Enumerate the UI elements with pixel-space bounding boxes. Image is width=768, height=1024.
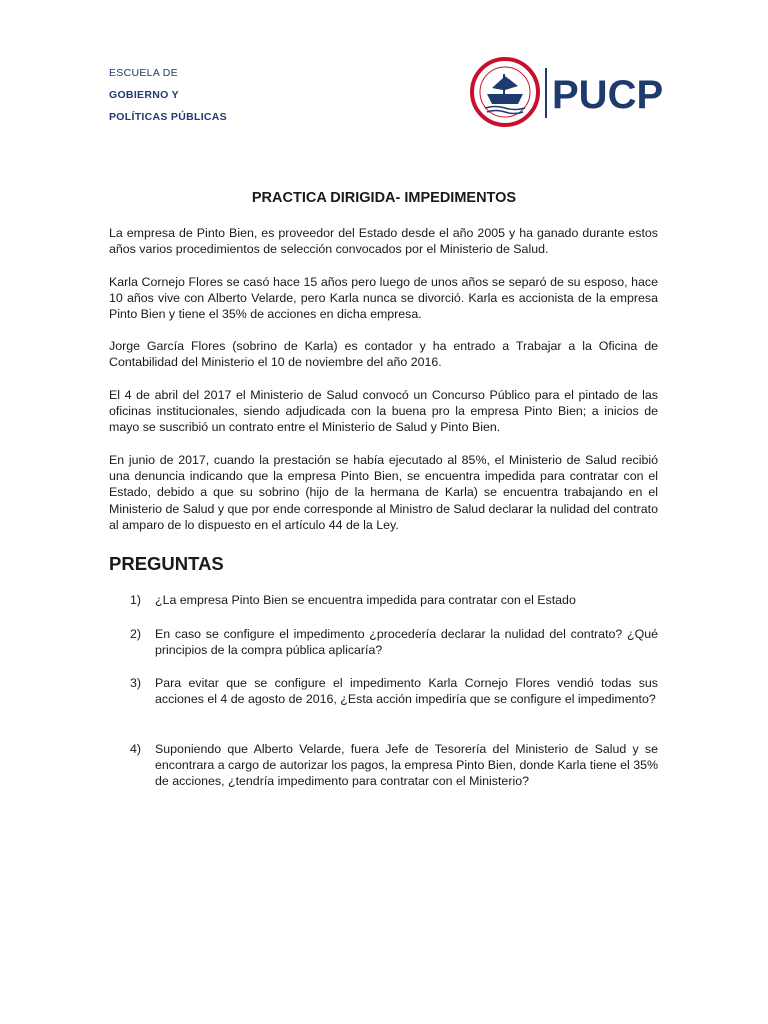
logo-divider: [545, 68, 547, 118]
question-item: [130, 675, 658, 707]
pucp-seal-icon: [472, 59, 538, 125]
question-item: [130, 626, 658, 658]
school-line-1: ESCUELA DE: [109, 67, 178, 79]
paragraph-5: En junio de 2017, cuando la prestación se había ejecutado al 85%, el Ministerio de Salud recibió una denuncia indicando que la empresa Pinto Bien, se encuentra impedida para contratar con el Estado, debido a que su sobrino (hijo de la hermana de Karla) se encuentra trabajando en el Ministerio de Salud y que por ende corresponde al Ministro de Salud declarar la nulidad del contrato al amparo de lo dispuesto en el artículo 44 de la Ley.: [109, 453, 658, 532]
pucp-wordmark: PUCP: [552, 73, 664, 117]
document-title: PRACTICA DIRIGIDA- IMPEDIMENTOS: [251, 190, 517, 206]
questions-heading: PREGUNTAS: [109, 553, 224, 574]
school-line-3: POLÍTICAS PÚBLICAS: [109, 111, 227, 123]
question-number: 4): [130, 742, 142, 756]
school-name-block: [109, 66, 227, 132]
question-text: ¿La empresa Pinto Bien se encuentra impedida para contratar con el Estado: [155, 593, 576, 607]
question-number: 3): [130, 676, 142, 690]
question-text: Para evitar que se configure el impedimento Karla Cornejo Flores vendió todas sus acciones el 4 de agosto de 2016, ¿Esta acción impediría que se configure el impedimento?: [155, 676, 658, 707]
question-text: En caso se configure el impedimento ¿procedería declarar la nulidad del contrato? ¿Qué principios de la compra pública aplicaría?: [155, 627, 658, 658]
paragraph-1: La empresa de Pinto Bien, es proveedor del Estado desde el año 2005 y ha ganado durante estos años varios procedimientos de selección convocados por el Ministerio de Salud.: [109, 226, 658, 257]
question-item: [130, 741, 658, 790]
paragraph-3: Jorge García Flores (sobrino de Karla) es contador y ha entrado a Trabajar a la Oficina de Contabilidad del Ministerio el 10 de noviembre del año 2016.: [109, 339, 658, 370]
pucp-logo: [470, 56, 700, 128]
paragraph-4: El 4 de abril del 2017 el Ministerio de Salud convocó un Concurso Público para el pintado de las oficinas institucionales, siendo adjudicada con la buena pro la empresa Pinto Bien; a inicios de mayo se suscribió un contrato entre el Ministerio de Salud y Pinto Bien.: [109, 388, 658, 435]
school-line-2: GOBIERNO Y: [109, 89, 179, 101]
question-number: 1): [130, 593, 142, 607]
paragraph-2: Karla Cornejo Flores se casó hace 15 años pero luego de unos años se separó de su esposo, hace 10 años vive con Alberto Velarde, pero Karla nunca se divorció. Karla es accionista de la empresa Pinto Bien y tiene el 35% de acciones en dicha empresa.: [109, 275, 658, 322]
question-text: Suponiendo que Alberto Velarde, fuera Jefe de Tesorería del Ministerio de Salud y se encontrara a cargo de autorizar los pagos, la empresa Pinto Bien, donde Karla tiene el 35% de acciones, ¿tendría impedimento para contratar con el Ministerio?: [155, 742, 658, 789]
question-number: 2): [130, 627, 142, 641]
question-item: [130, 592, 658, 608]
